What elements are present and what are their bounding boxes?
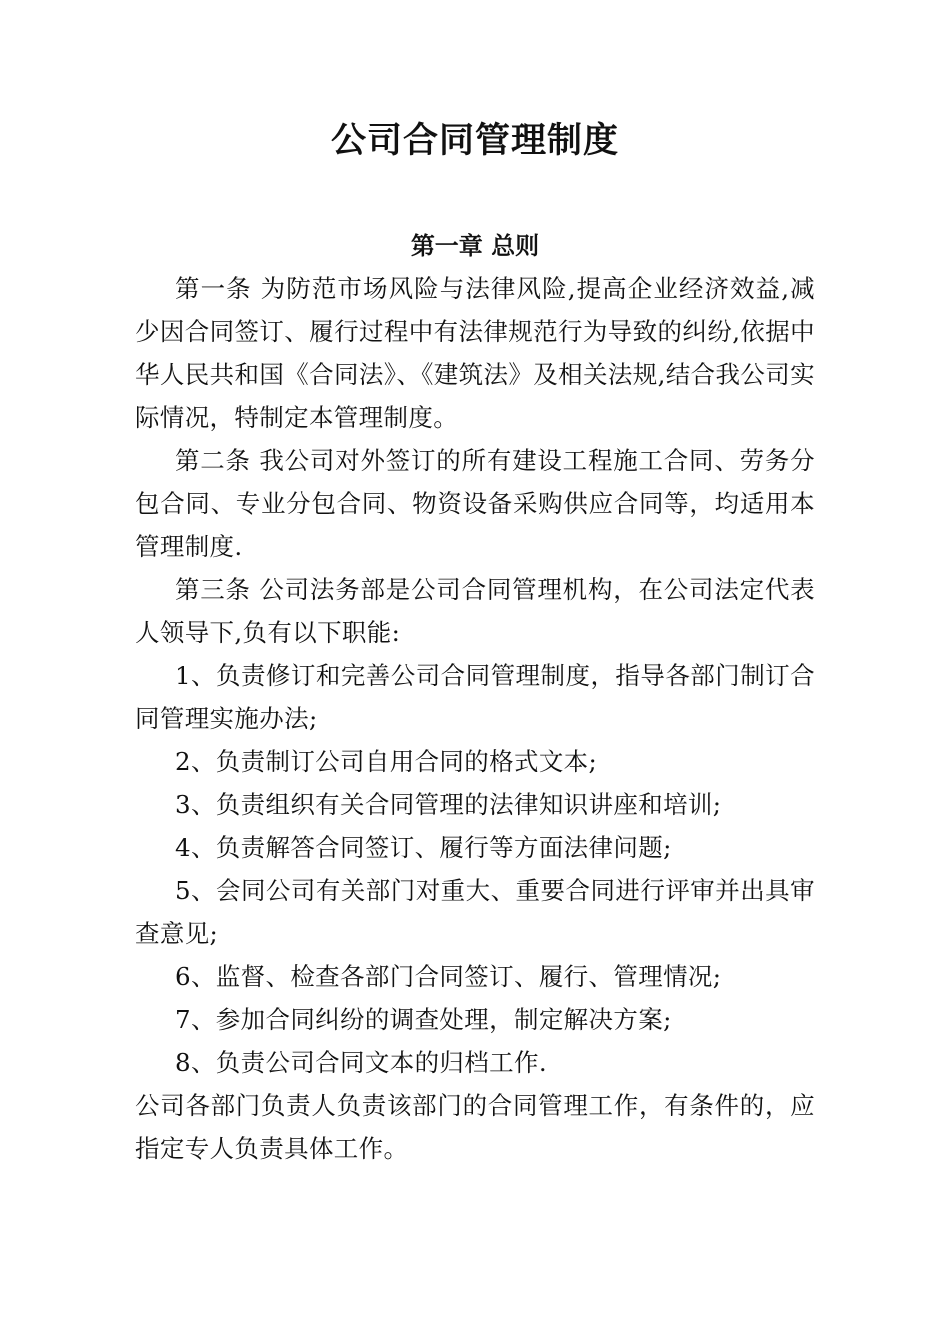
duty-item-2: 2、负责制订公司自用合同的格式文本; xyxy=(175,747,598,776)
duty-item-7: 7、参加合同纠纷的调查处理，制定解决方案; xyxy=(175,1005,672,1034)
duty-item-1: 1、负责修订和完善公司合同管理制度，指导各部门制订合同管理实施办法; xyxy=(135,661,815,733)
article-2: 第二条 我公司对外签订的所有建设工程施工合同、劳务分包合同、专业分包合同、物资设备采购供应合同等，均适用本管理制度. xyxy=(135,446,815,561)
duty-item-3: 3、负责组织有关合同管理的法律知识讲座和培训; xyxy=(175,790,722,819)
department-responsibility-paragraph: 公司各部门负责人负责该部门的合同管理工作，有条件的，应指定专人负责具体工作。 xyxy=(135,1091,815,1163)
chapter-heading: 第一章 总则 xyxy=(410,232,540,260)
article-1: 第一条 为防范市场风险与法律风险,提高企业经济效益,减少因合同签订、履行过程中有法律规范行为导致的纠纷,依据中华人民共和国《合同法》、《建筑法》及相关法规,结合我公司实际情况，特制定本管理制度。 xyxy=(135,274,815,432)
document-body xyxy=(135,267,815,1170)
document-title: 公司合同管理制度 xyxy=(330,121,619,161)
duty-item-4: 4、负责解答合同签订、履行等方面法律问题; xyxy=(175,833,672,862)
duty-item-5: 5、会同公司有关部门对重大、重要合同进行评审并出具审查意见; xyxy=(135,876,815,948)
article-3: 第三条 公司法务部是公司合同管理机构，在公司法定代表人领导下,负有以下职能: xyxy=(135,575,815,647)
duty-item-6: 6、监督、检查各部门合同签订、履行、管理情况; xyxy=(175,962,722,991)
duty-item-8: 8、负责公司合同文本的归档工作. xyxy=(175,1048,547,1077)
